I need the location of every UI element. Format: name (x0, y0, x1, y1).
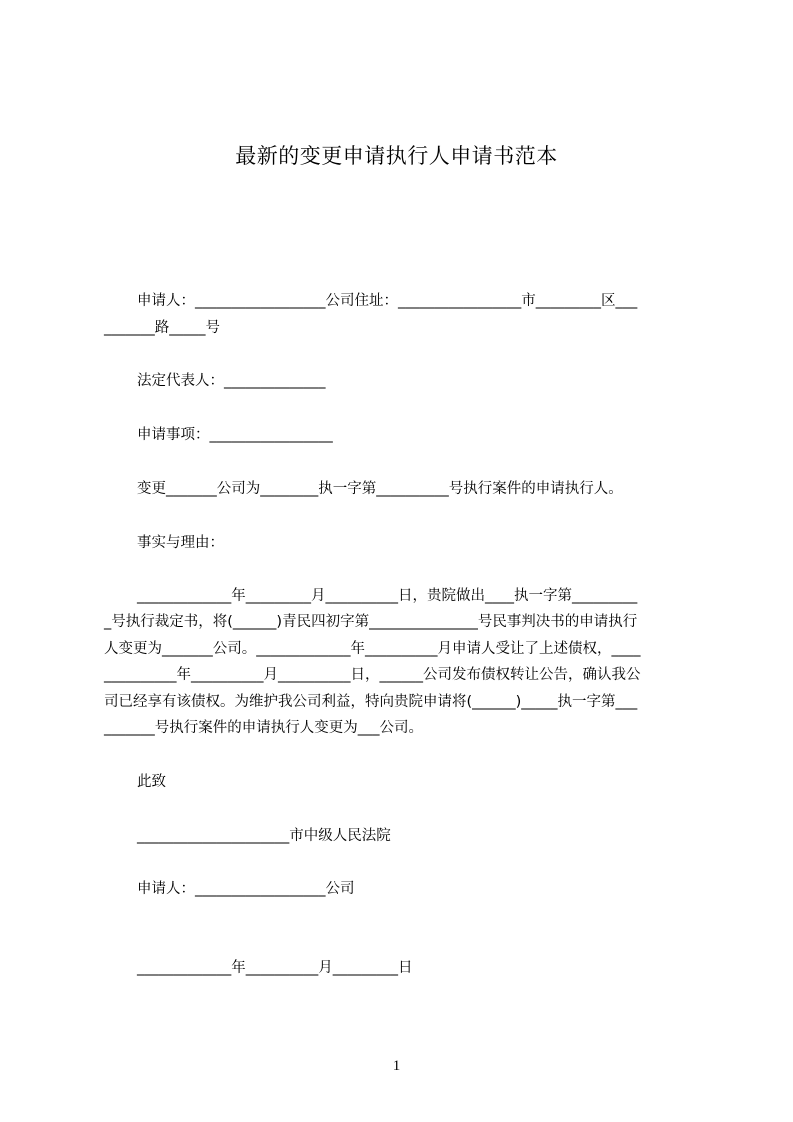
facts-paragraph-line: _____________年_________月__________日，贵院做出____执一字第_________ (137, 588, 638, 604)
legal-representative: 法定代表人：______________ (137, 373, 326, 389)
facts-paragraph-line: 人变更为_______公司。_____________年__________月申请人受让了上述债权，____ (104, 641, 641, 657)
facts-paragraph-line: _______号执行案件的申请执行人变更为___公司。 (104, 720, 423, 736)
facts-paragraph-line: 司已经享有该债权。为维护我公司利益，特向贵院申请将(______)_____执一字第___ (104, 694, 638, 710)
signature-date: _____________年__________月_________日 (137, 960, 413, 976)
closing-salutation: 此致 (137, 774, 166, 790)
applicant-line-1: 申请人：__________________公司住址：_________________市_________区___ (137, 293, 638, 309)
document-title: 最新的变更申请执行人申请书范本 (235, 144, 558, 168)
applicant-line-2: _______路_____号 (104, 320, 220, 336)
facts-paragraph-line: __________年__________月__________日，______公司发布债权转让公告，确认我公 (104, 667, 641, 683)
matter-text: 变更_______公司为________执一字第__________号执行案件的申请执行人。 (137, 481, 623, 497)
matter-label: 申请事项：_________________ (137, 427, 333, 443)
court-addressee: _____________________市中级人民法院 (137, 828, 391, 844)
facts-label: 事实与理由： (137, 535, 224, 551)
applicant-signature: 申请人：__________________公司 (137, 881, 355, 897)
facts-paragraph-line: _号执行裁定书，将(______)青民四初字第_______________号民事判决书的申请执行 (104, 614, 638, 630)
page-number: 1 (392, 1058, 401, 1074)
